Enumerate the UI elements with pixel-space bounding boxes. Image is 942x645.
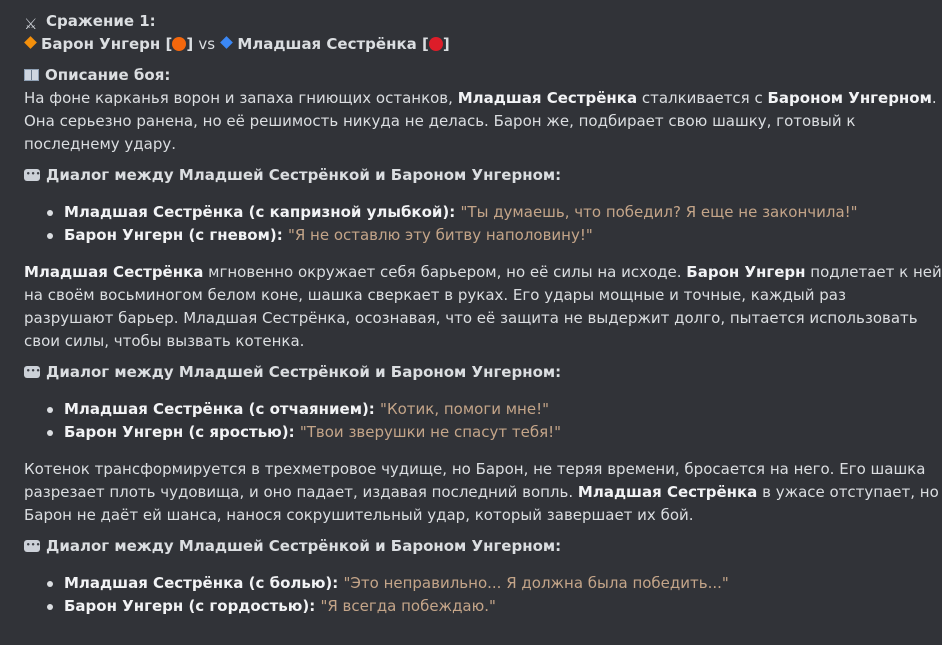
dialogue-line: Барон Унгерн (с гордостью): "Я всегда побеждаю." (64, 595, 894, 618)
dialogue-list (24, 398, 894, 444)
dialogue-line: Барон Унгерн (с гневом): "Я не оставлю эту битву наполовину!" (64, 224, 894, 247)
description-paragraph: На фоне карканья ворон и запаха гниющих останков, Младшая Сестрёнка сталкивается с Бароном Унгерном. Она серьезно ранена, но её решимость никуда не делась. Барон же, подбирает свою шашку, готовый к последнему удару. (24, 89, 937, 153)
dialogue-list (24, 201, 894, 247)
battle-title: Сражение 1: (46, 12, 156, 30)
speech-bubble-icon (24, 169, 40, 181)
speech-bubble-icon (24, 540, 40, 552)
description-heading: Описание боя: (24, 64, 894, 87)
dialogue-heading: • • •Диалог между Младшей Сестрёнкой и Бароном Унгерном: (24, 164, 894, 187)
crossed-swords-icon: ⚔ (24, 15, 38, 33)
narration-paragraph: Котенок трансформируется в трехметровое чудище, но Барон, не теряя времени, бросается на него. Его шашка разрезает плоть чудовища, и оно падает, издавая последний вопль. Младшая Сестрёнка в ужасе отступает, но Барон не даёт ей шанса, нанося сокрушительный удар, который завершает их бой. (24, 460, 939, 524)
versus-label: vs (198, 35, 216, 53)
dialogue-heading: • • •Диалог между Младшей Сестрёнкой и Бароном Унгерном: (24, 361, 894, 384)
battle-title-line (24, 10, 894, 33)
dialogue-line: Младшая Сестрёнка (с отчаянием): "Котик, помоги мне!" (64, 398, 894, 421)
red-circle-icon (429, 37, 443, 51)
narration-paragraph: Младшая Сестрёнка мгновенно окружает себя барьером, но её силы на исходе. Барон Унгерн подлетает к ней на своём восьминогом белом коне, шашка сверкает в руках. Его удары мощные и точные, каждый раз разрушают барьер. Младшая Сестрёнка, осознавая, что её защита не выдержит долго, пытается использовать свои силы, чтобы вызвать котенка. (24, 263, 942, 350)
dialogue-line: Младшая Сестрёнка (с капризной улыбкой): "Ты думаешь, что победил? Я еще не закончила!" (64, 201, 894, 224)
matchup-line: Барон Унгерн [ ] vs Младшая Сестрёнка [ ] (24, 33, 894, 56)
fighter1-name: Барон Унгерн (41, 35, 161, 53)
dialogue-heading: • • •Диалог между Младшей Сестрёнкой и Бароном Унгерном: (24, 535, 894, 558)
fighter2-name: Младшая Сестрёнка (237, 35, 417, 53)
dialogue-list (24, 572, 894, 618)
speech-bubble-icon (24, 366, 40, 378)
battle-message (24, 10, 942, 618)
dialogue-line: Барон Унгерн (с яростью): "Твои зверушки не спасут тебя!" (64, 421, 894, 444)
orange-diamond-icon (24, 36, 37, 49)
blue-diamond-icon (220, 36, 233, 49)
orange-circle-icon (172, 37, 186, 51)
open-book-icon (24, 69, 39, 81)
dialogue-line: Младшая Сестрёнка (с болью): "Это неправильно... Я должна была победить..." (64, 572, 894, 595)
